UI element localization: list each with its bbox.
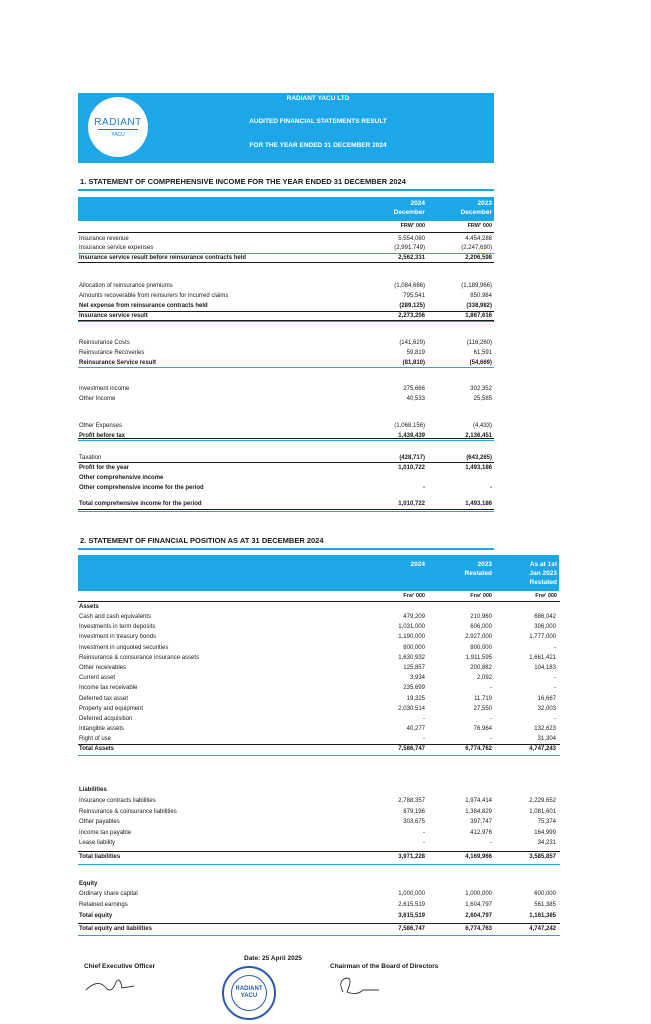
income-row-label: Other comprehensive income [79, 475, 164, 481]
logo-sub-text: YACU [111, 131, 125, 138]
total-equity-liabilities-row-value: 4,747,242 [529, 926, 556, 932]
income-row [78, 235, 494, 244]
income-row [78, 244, 494, 253]
income-row-label: Reinsurance Service result [79, 360, 157, 366]
income-row-value: (643,265) [466, 455, 492, 461]
income-row-value: 275,666 [403, 386, 425, 392]
asset-row-label: Investment in unquoted securities [79, 644, 169, 651]
asset-row-value: 606,000 [470, 624, 492, 631]
asset-row [78, 695, 560, 704]
liability-row-label: Insurance contracts liabilities [79, 798, 156, 804]
income-row-value: 302,352 [470, 386, 492, 392]
income-row-value: (1,189,966) [461, 283, 492, 289]
income-row-value: (338,982) [466, 303, 492, 309]
equity-row-value: 1,604,797 [465, 901, 492, 908]
income-col-header-1: 2023 December [460, 200, 492, 216]
income-row-value: 850,984 [470, 293, 492, 299]
position-unit-0: Frw' 000 [403, 593, 425, 599]
asset-row-label: Current asset [79, 675, 116, 682]
income-row [78, 432, 494, 441]
asset-row-value: - [554, 675, 556, 682]
income-row-value: 2,273,206 [398, 313, 425, 319]
liability-row-label: Income tax payable [79, 829, 132, 836]
financial-position-title: 2. STATEMENT OF FINANCIAL POSITION AS AT 31 DECEMBER 2024 [80, 536, 324, 545]
income-row [78, 422, 494, 431]
income-row-value: (1,084,666) [394, 283, 425, 289]
liability-row-value: - [490, 840, 492, 846]
assets-heading: Assets [79, 604, 99, 610]
income-row-label: Taxation [79, 455, 102, 461]
total-liabilities-row-value: 3,585,857 [529, 854, 556, 860]
asset-row-value: - [554, 685, 556, 692]
asset-row-value: - [554, 644, 556, 651]
asset-row [78, 705, 560, 714]
logo-main-text: RADIANT [94, 116, 142, 128]
company-name: RADIANT YACU LTD [286, 95, 350, 102]
liability-row-label: Other payables [79, 819, 120, 825]
income-row-label: Total comprehensive income for the period [79, 501, 202, 507]
income-row-label: Insurance service result before reinsurance contracts held [79, 255, 247, 261]
equity-row-value: 600,000 [534, 891, 556, 897]
position-col-header-0: 2024 [410, 561, 425, 568]
header-banner [78, 93, 494, 163]
income-row [78, 474, 494, 483]
total-equity-row-value: 3,615,519 [398, 913, 425, 919]
asset-row-value: 200,882 [470, 665, 492, 671]
asset-row [78, 715, 560, 724]
asset-row-label: Other receivables [79, 665, 127, 671]
income-row [78, 359, 494, 368]
asset-row-value: - [490, 736, 492, 743]
position-unit-2: Frw' 000 [535, 593, 557, 599]
asset-row-value: 16,667 [537, 695, 556, 702]
liability-row-value: 1,974,414 [465, 798, 492, 804]
asset-row-label: Deferred acquisition [79, 716, 133, 722]
income-row-label: Insurance service expenses [79, 245, 154, 251]
asset-row-value: 1,911,595 [465, 654, 492, 661]
income-row [78, 292, 494, 301]
income-row-value: 1,493,186 [465, 501, 492, 507]
total-equity-row [78, 912, 560, 921]
total-equity-row-value: 1,161,385 [529, 913, 556, 919]
income-row [78, 500, 494, 509]
stamp-text-sub: YACU [240, 993, 258, 999]
liability-row-label: Reinsurance & coinsurance liabilities [79, 808, 177, 815]
asset-row-label: Deferred tax asset [79, 695, 129, 702]
asset-row-label: Income tax receivable [79, 685, 138, 692]
liability-row-value: 2,229,652 [529, 798, 556, 804]
income-unit-0: FRW' 000 [400, 223, 425, 229]
asset-row-value: 1,190,000 [398, 634, 425, 641]
asset-row-value: 479,209 [403, 614, 425, 620]
income-row-label: Reinsurance Costs [79, 340, 130, 346]
asset-row-value: 125,857 [403, 665, 425, 671]
asset-row-value: - [490, 685, 492, 692]
total-equity-liabilities-row-value: 6,774,763 [465, 926, 492, 932]
asset-row-label: Property and equipment [79, 705, 144, 712]
income-statement-title: 1. STATEMENT OF COMPREHENSIVE INCOME FOR THE YEAR ENDED 31 DECEMBER 2024 [80, 177, 406, 186]
income-row [78, 385, 494, 394]
income-row-label: Allocation of reinsurance premiums [79, 283, 173, 289]
asset-row-label: Intangible assets [79, 726, 125, 733]
asset-row [78, 613, 560, 622]
income-row-label: Profit before tax [79, 433, 126, 439]
ceo-label: Chief Executive Officer [84, 963, 156, 970]
income-unit-1: FRW' 000 [467, 223, 492, 229]
equity-heading: Equity [79, 881, 98, 887]
asset-row-value: - [423, 716, 425, 722]
asset-row-value: 210,960 [470, 614, 492, 620]
report-date: Date: 25 April 2025 [244, 955, 302, 962]
liability-row [78, 797, 560, 806]
income-row [78, 349, 494, 358]
liability-row [78, 839, 560, 848]
income-row-value: 2,136,451 [465, 433, 492, 439]
asset-row-value: 1,630,932 [398, 654, 425, 661]
income-row-label: Reinsurance Recoveries [79, 350, 145, 356]
stamp-text-main: RADIANT [235, 986, 263, 992]
asset-row [78, 654, 560, 663]
income-row-value: (116,260) [466, 340, 492, 346]
income-row [78, 339, 494, 348]
liability-row-value: 303,675 [403, 819, 425, 825]
income-row-value: (1,068,156) [394, 423, 425, 429]
income-row-value: (141,629) [399, 340, 425, 346]
income-row-label: Other comprehensive income for the period [79, 485, 204, 491]
income-row-value: 59,819 [406, 350, 425, 356]
income-row [78, 484, 494, 493]
liability-row-value: 75,374 [537, 819, 556, 825]
income-row-label: Insurance service result [79, 313, 148, 319]
asset-row-value: 19,325 [406, 695, 425, 702]
chairman-signature [333, 972, 383, 1000]
asset-row-value: 306,000 [534, 624, 556, 631]
income-row-value: 4,454,288 [465, 236, 492, 242]
asset-row-value: - [490, 716, 492, 722]
income-row-value: (428,717) [399, 455, 425, 461]
income-row-value: 61,591 [473, 350, 492, 356]
income-row-value: 25,585 [473, 396, 492, 402]
income-row-value: 1,493,186 [465, 465, 492, 471]
income-row-value: 1,010,722 [398, 501, 425, 507]
liability-row-value: - [423, 829, 425, 836]
total-liabilities-row [78, 853, 560, 862]
asset-row-label: Cash and cash equivalents [79, 614, 152, 620]
income-col-header-0: 2024 December [393, 200, 425, 216]
total-assets-row-label: Total Assets [79, 746, 115, 752]
income-row [78, 312, 494, 321]
income-row-value: 1,010,722 [398, 465, 425, 471]
total-assets-row-value: 4,747,243 [529, 746, 556, 752]
company-stamp [222, 966, 276, 1020]
asset-row-label: Investments in term deposits [79, 624, 156, 631]
income-row-label: Net expense from reinsurance contracts held [79, 303, 208, 309]
income-row-value: - [490, 485, 492, 491]
asset-row-value: 800,000 [403, 644, 425, 651]
asset-row-value: 31,304 [537, 736, 556, 743]
total-equity-row-label: Total equity [79, 913, 113, 919]
income-row-value: 5,554,080 [398, 236, 425, 242]
liability-row-value: 1,081,601 [529, 808, 556, 815]
equity-row-value: 1,000,000 [398, 891, 425, 897]
asset-row-value: 1,031,000 [398, 624, 425, 631]
asset-row [78, 725, 560, 734]
equity-row-value: 1,000,000 [465, 891, 492, 897]
total-liabilities-row-value: 4,169,966 [465, 854, 492, 860]
income-row [78, 282, 494, 291]
income-row [78, 302, 494, 311]
total-equity-liabilities-row [78, 925, 560, 934]
position-unit-1: Frw' 000 [470, 593, 492, 599]
income-row [78, 254, 494, 263]
income-row-label: Other Income [79, 396, 116, 402]
total-assets-row [78, 745, 560, 754]
equity-row-label: Retained earnings [79, 901, 128, 908]
total-liabilities-row-label: Total liabilities [79, 854, 121, 860]
liability-row-value: - [423, 840, 425, 846]
asset-row-value: 104,183 [534, 665, 556, 671]
income-row [78, 464, 494, 473]
total-liabilities-row-value: 3,971,228 [398, 854, 425, 860]
asset-row-value: 3,934 [409, 675, 425, 682]
position-col-header-2: As at 1st Jan 2023 Restated [529, 561, 557, 586]
asset-row-label: Right of use [79, 736, 112, 743]
asset-row-value: 76,964 [473, 726, 492, 733]
asset-row-value: 800,000 [470, 644, 492, 651]
income-row [78, 395, 494, 404]
asset-row-value: 686,042 [534, 614, 556, 620]
total-assets-row-value: 6,774,762 [465, 746, 492, 752]
asset-row [78, 644, 560, 653]
position-col-header-1: 2023 Restated [464, 561, 492, 577]
income-row-label: Amounts recoverable from reinsurers for incurred claims [79, 293, 229, 299]
income-row [78, 454, 494, 463]
liabilities-heading: Liabilities [79, 787, 107, 793]
liability-row-value: 879,196 [403, 808, 425, 815]
asset-row-value: 32,003 [537, 705, 556, 712]
asset-row-value: 235,699 [403, 685, 425, 692]
income-row-value: 2,206,598 [465, 255, 492, 261]
asset-row-value: - [423, 736, 425, 743]
income-row-value: 1,867,616 [465, 313, 492, 319]
asset-row-label: Reinsurance & coinsurance insurance assets [79, 654, 200, 661]
asset-row-value: - [554, 716, 556, 722]
asset-row-value: 2,030,514 [398, 705, 425, 712]
liability-row-value: 1,384,829 [465, 808, 492, 815]
asset-row [78, 633, 560, 642]
asset-row [78, 623, 560, 632]
income-row-value: (289,125) [399, 303, 425, 309]
chairman-label: Chairman of the Board of Directors [330, 963, 439, 970]
asset-row-value: 2,927,000 [465, 634, 492, 641]
equity-row [78, 890, 560, 899]
total-equity-liabilities-row-label: Total equity and liabilities [79, 926, 152, 932]
document-period: FOR THE YEAR ENDED 31 DECEMBER 2024 [249, 142, 387, 149]
income-row-label: Other Expenses [79, 423, 123, 429]
liability-row [78, 829, 560, 838]
total-equity-liabilities-row-value: 7,586,747 [398, 926, 425, 932]
income-row-value: - [423, 485, 425, 491]
income-row-value: (4,433) [472, 423, 492, 429]
income-row-value: (81,810) [402, 360, 425, 366]
equity-row-value: 2,615,519 [398, 901, 425, 908]
liability-row-value: 34,231 [537, 840, 556, 846]
asset-row-value: 11,719 [474, 695, 492, 702]
asset-row-label: Investment in treasury bonds [79, 634, 157, 641]
asset-row-value: 2,092 [476, 675, 492, 682]
liability-row-value: 2,788,357 [398, 798, 425, 804]
total-assets-row-value: 7,586,747 [398, 746, 425, 752]
asset-row-value: 27,550 [473, 705, 492, 712]
asset-row [78, 684, 560, 693]
liability-row-label: Lease liability [79, 840, 116, 846]
income-row-value: 1,439,439 [398, 433, 425, 439]
income-row-label: Investment income [79, 386, 130, 392]
company-logo [88, 97, 148, 157]
income-row-value: (2,247,690) [461, 245, 492, 251]
equity-row [78, 901, 560, 910]
ceo-signature [82, 972, 138, 998]
asset-row-value: 1,777,000 [529, 634, 556, 641]
asset-row-value: 1,661,421 [529, 654, 556, 661]
liability-row [78, 818, 560, 827]
income-row-value: (54,669) [469, 360, 492, 366]
asset-row-value: 40,277 [406, 726, 425, 733]
document-title: AUDITED FINANCIAL STATEMENTS RESULT [249, 118, 387, 125]
equity-row-value: 561,385 [534, 901, 556, 908]
income-row-label: Profit for the year [79, 465, 130, 471]
asset-row [78, 664, 560, 673]
income-row-value: 40,533 [406, 396, 425, 402]
liability-row-value: 164,999 [534, 829, 556, 836]
liability-row-value: 397,747 [470, 819, 492, 825]
income-row-value: (2,991,749) [394, 245, 425, 251]
asset-row [78, 674, 560, 683]
income-row-value: 795,541 [403, 293, 425, 299]
liability-row [78, 808, 560, 817]
liability-row-value: 412,976 [470, 829, 492, 836]
asset-row-value: 132,623 [534, 726, 556, 733]
income-row-label: Insurance revenue [79, 236, 129, 242]
total-equity-row-value: 2,604,797 [465, 913, 492, 919]
equity-row-label: Ordinary share capital [79, 891, 138, 897]
income-row-value: 2,562,331 [398, 255, 425, 261]
